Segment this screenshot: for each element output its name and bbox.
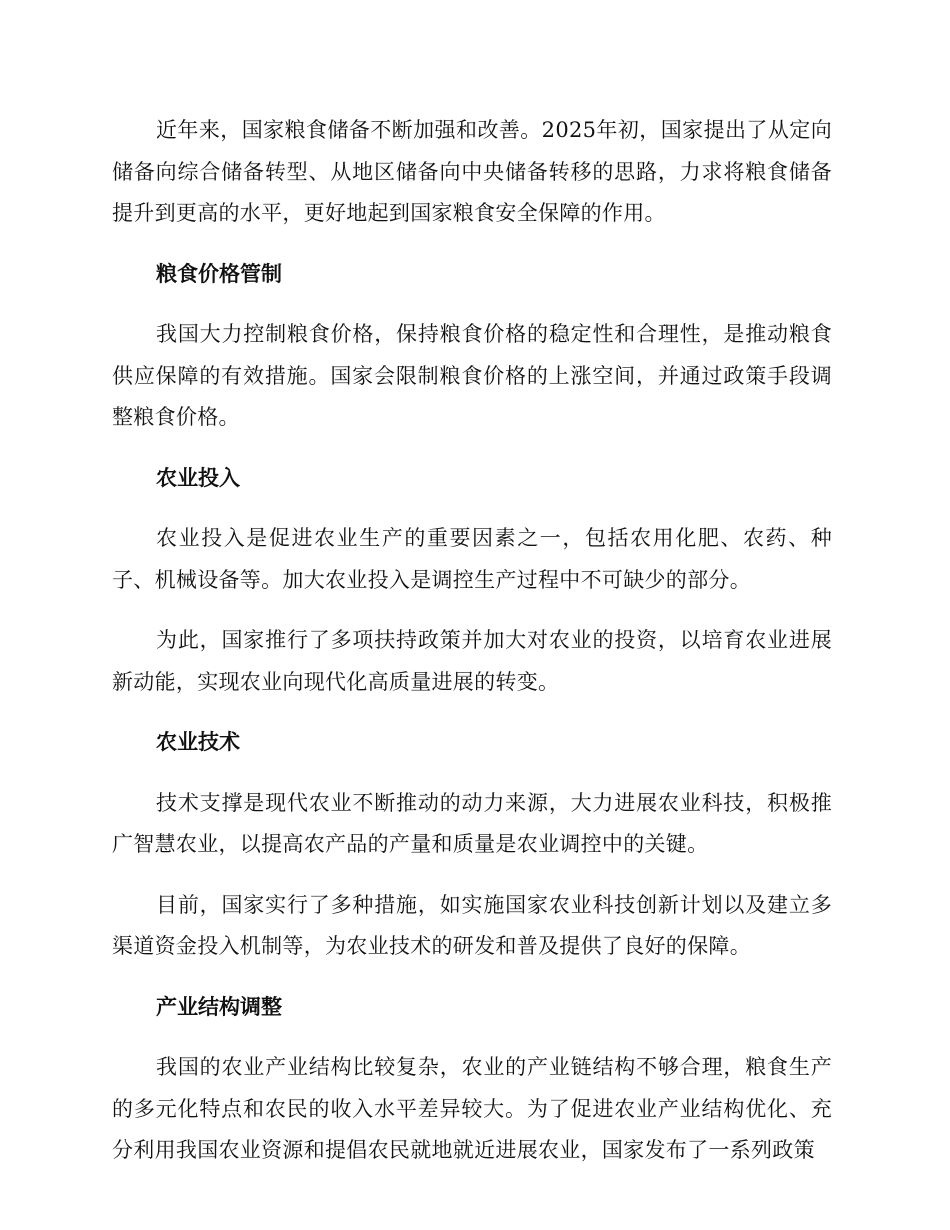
paragraph-technology-measures: 目前，国家实行了多种措施，如实施国家农业科技创新计划以及建立多渠道资金投入机制等，为农业技术的研发和普及提供了良好的保障。 <box>112 892 832 958</box>
paragraph-agricultural-input: 农业投入是促进农业生产的重要因素之一，包括农用化肥、农药、种子、机械设备等。加大农业投入是调控生产过程中不可缺少的部分。 <box>112 526 832 592</box>
heading-agricultural-input: 农业投入 <box>156 465 240 490</box>
paragraph-support-policy: 为此，国家推行了多项扶持政策并加大对农业的投资，以培育农业进展新动能，实现农业向现代化高质量进展的转变。 <box>112 628 832 694</box>
heading-industrial-restructuring: 产业结构调整 <box>156 994 282 1019</box>
heading-agricultural-technology: 农业技术 <box>156 730 240 754</box>
paragraph-grain-price: 我国大力控制粮食价格，保持粮食价格的稳定性和合理性，是推动粮食供应保障的有效措施。国家会限制粮食价格的上涨空间，并通过政策手段调整粮食价格。 <box>112 322 832 429</box>
paragraph-industrial-structure: 我国的农业产业结构比较复杂，农业的产业链结构不够合理，粮食生产的多元化特点和农民的收入水平差异较大。为了促进农业产业结构优化、充分利用我国农业资源和提倡农民就地就近进展农业，国家发布了一系列政策 <box>112 1055 832 1162</box>
paragraph-technology-support: 技术支撑是现代农业不断推动的动力来源，大力进展农业科技，积极推广智慧农业，以提高农产品的产量和质量是农业调控中的关键。 <box>112 790 832 856</box>
paragraph-grain-reserve: 近年来，国家粮食储备不断加强和改善。2025年初，国家提出了从定向储备向综合储备转型、从地区储备向中央储备转移的思路，力求将粮食储备提升到更高的水平，更好地起到国家粮食安全保障的作用。 <box>112 118 832 225</box>
heading-grain-price-control: 粮食价格管制 <box>156 261 282 286</box>
document-page <box>112 110 832 1191</box>
